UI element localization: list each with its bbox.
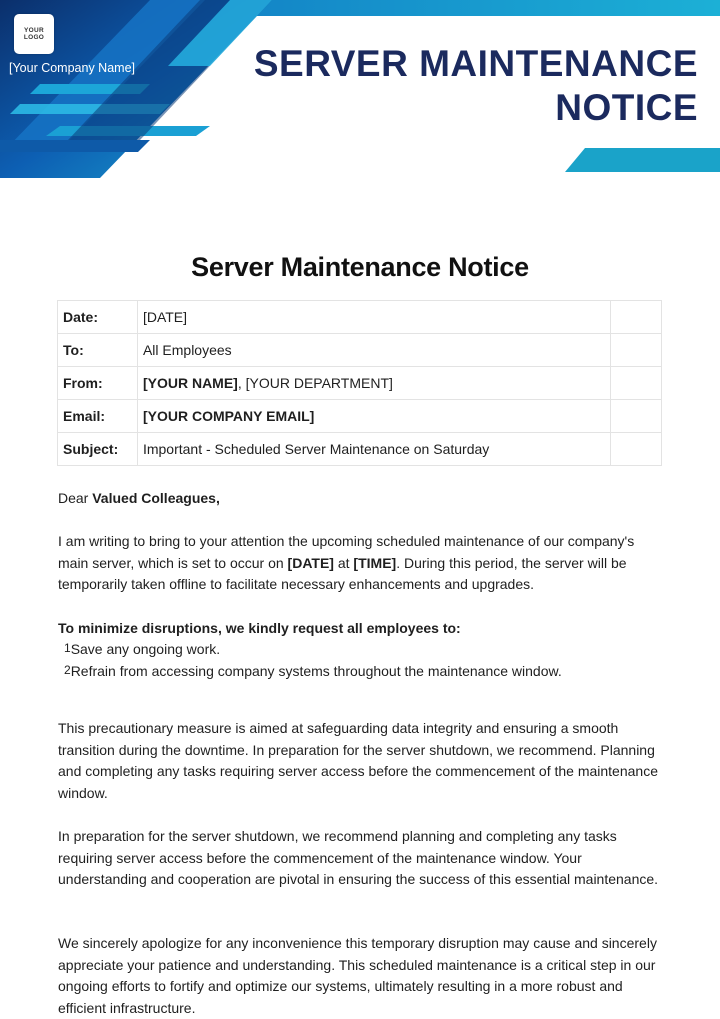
memo-empty-cell [611,367,662,400]
memo-table [57,300,662,466]
list-number: 2 [64,663,71,677]
request-heading [58,618,668,640]
greeting-name: Valued Colleagues, [92,490,220,506]
list-text: Refrain from accessing company systems throughout the maintenance window. [70,663,562,679]
intro-at: at [333,554,354,571]
list-number: 1 [64,641,71,655]
intro-text-1: I am writing to bring to your attention the upcoming scheduled maintenance of our company's main server, which is set to occur on [58,533,635,571]
memo-email-text: [YOUR COMPANY EMAIL] [142,408,315,424]
banner-title-line1: SERVER MAINTENANCE [253,43,698,84]
logo-text-line2: LOGO [23,34,45,41]
greeting [58,488,668,510]
banner-title [254,42,698,130]
memo-label: To: [58,334,138,367]
memo-row-subject [58,433,662,466]
preparation-paragraph: In preparation for the server shutdown, we recommend planning and completing any tasks requiring server access before the commencement of the maintenance window. Your understanding and cooperation are pivotal in ensuring the success of this essential maintenance. [58,828,659,887]
memo-empty-cell [611,334,662,367]
memo-row-from [58,367,662,400]
intro-date: [DATE] [287,554,334,571]
precaution-paragraph: This precautionary measure is aimed at safeguarding data integrity and ensuring a smooth transition during the downtime. In preparation for the server shutdown, we recommend. Planning and completing any tasks requiring server access before the commencement of the maintenance window. [58,720,658,801]
memo-value-from [137,367,610,400]
list-item [64,639,220,661]
logo-text-line1: YOUR [24,27,44,34]
company-logo [14,14,54,54]
list-item [64,661,562,683]
memo-row-date [58,301,662,334]
document-title: Server Maintenance Notice [191,252,529,282]
memo-value-subject: Important - Scheduled Server Maintenance on Saturday [137,433,610,466]
memo-label: Subject: [58,433,138,466]
greeting-prefix: Dear [58,490,93,506]
list-text: Save any ongoing work. [70,641,221,657]
memo-from-name: [YOUR NAME] [142,375,238,391]
banner-title-line2: NOTICE [555,87,698,128]
memo-empty-cell [611,301,662,334]
apology-paragraph: We sincerely apologize for any inconvenience this temporary disruption may cause and sincerely appreciate your patience and understanding. This scheduled maintenance is a critical step in our ongoing efforts to fortify and optimize our systems, ultimately resulting in a more robust and efficient infrastructure. [58,935,657,1016]
request-heading-text: To minimize disruptions, we kindly request all employees to: [58,620,461,636]
header-banner [0,0,720,178]
memo-row-email [58,400,662,433]
memo-label: Date: [58,301,138,334]
memo-label: Email: [58,400,138,433]
memo-value-date: [DATE] [137,301,610,334]
memo-from-department: , [YOUR DEPARTMENT] [237,375,393,391]
intro-time: [TIME] [353,554,397,571]
company-name: [Your Company Name] [9,61,135,75]
memo-label: From: [58,367,138,400]
memo-value-to: All Employees [137,334,610,367]
memo-row-to [58,334,662,367]
intro-text-2: . During this period, the server will be temporarily taken offline to facilitate necessary enhancements and upgrades. [58,554,627,592]
intro-paragraph [58,531,668,596]
memo-empty-cell [611,400,662,433]
memo-empty-cell [611,433,662,466]
memo-value-email [137,400,610,433]
